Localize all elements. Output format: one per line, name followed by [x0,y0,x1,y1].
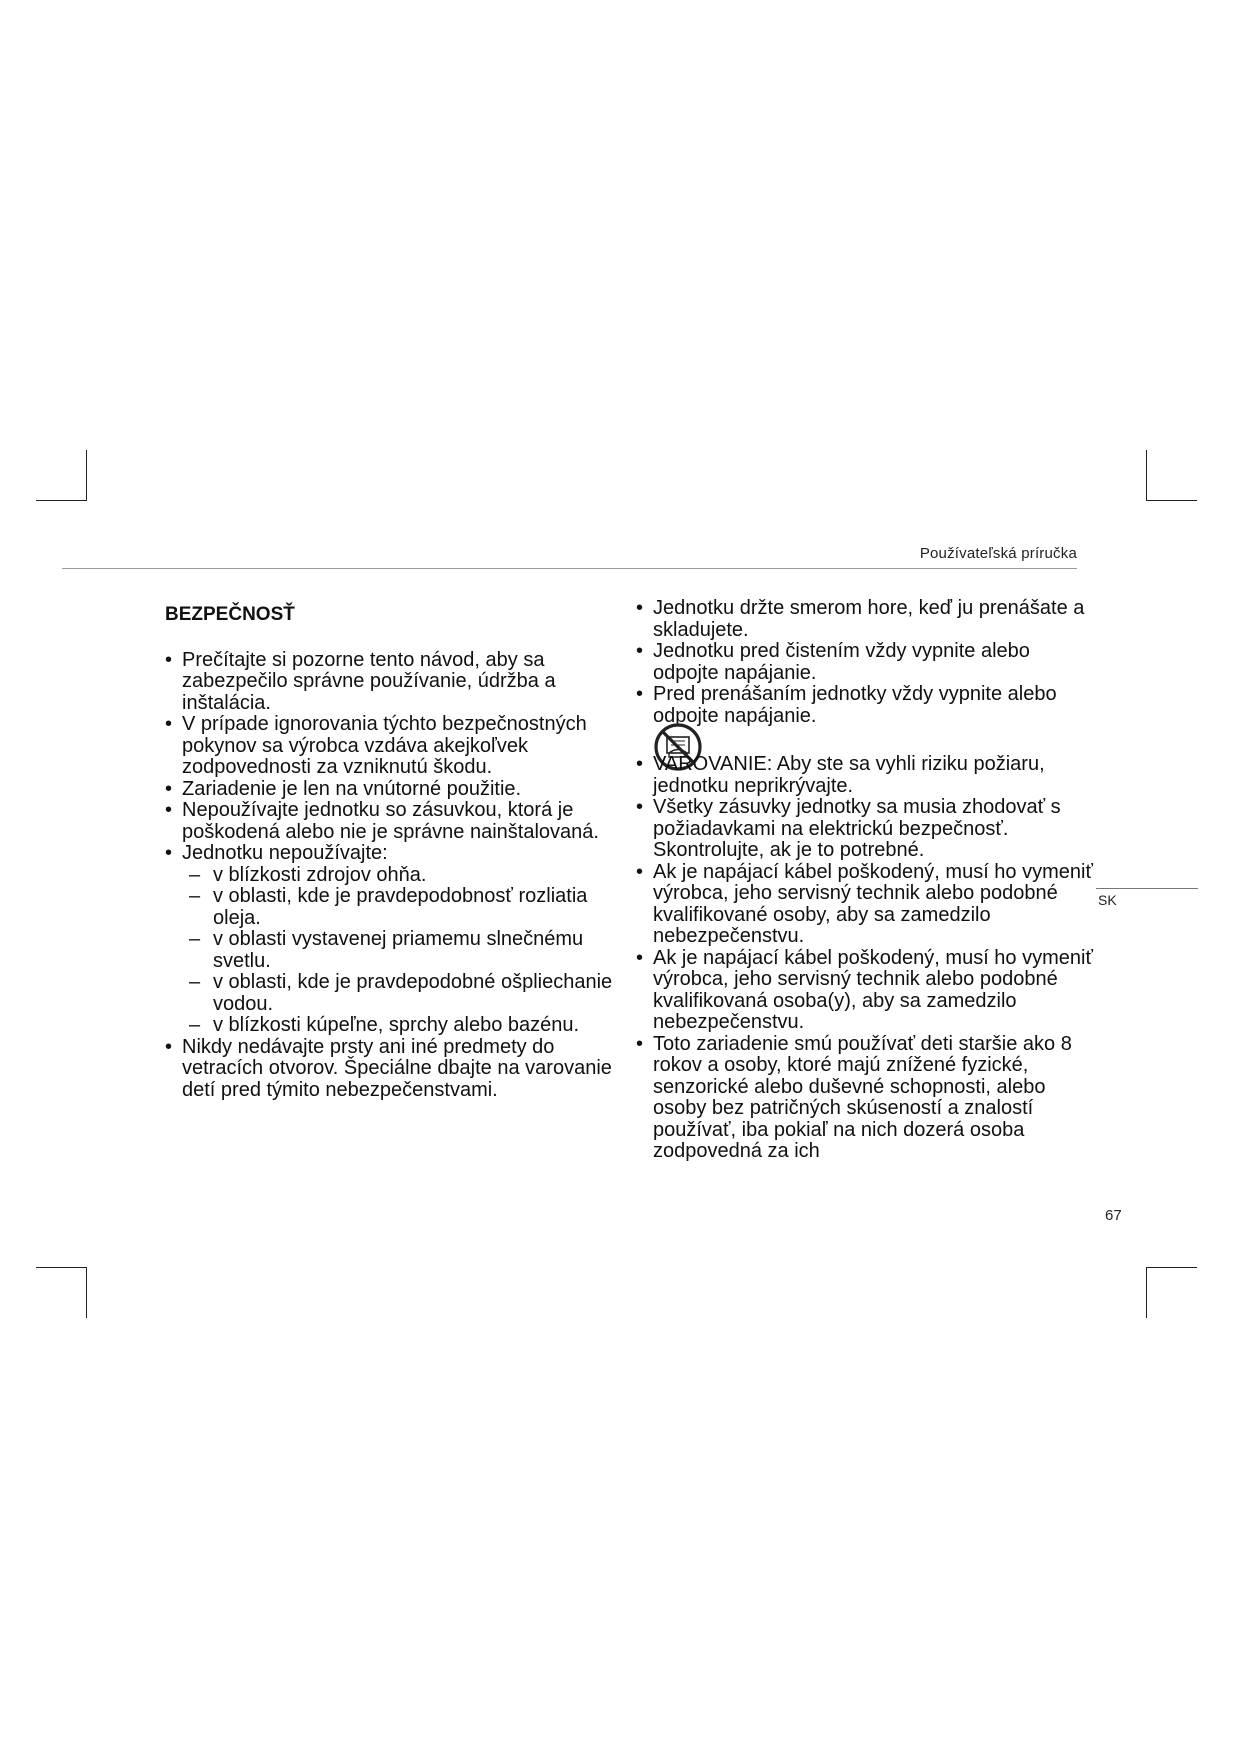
list-item: • Všetky zásuvky jednotky sa musia zhodovať s požiadavkami na elektrickú bezpečnosť. Skontrolujte, ak je to potrebné. [636,797,1096,862]
header-rule [62,568,1077,569]
section-title: BEZPEČNOSŤ [165,604,295,625]
crop-mark-tl-v [86,450,87,501]
list-item: • Ak je napájací kábel poškodený, musí ho vymeniť výrobca, jeho servisný technik alebo podobné kvalifikované osoby, aby sa zamedzilo nebezpečenstvu. [636,862,1096,948]
list-item: • Jednotku nepoužívajte: [165,843,625,865]
sub-list-item: – v oblasti vystavenej priamemu slnečnému svetlu. [165,929,625,972]
running-header: Používateľská príručka [919,545,1077,562]
list-item: • Ak je napájací kábel poškodený, musí ho vymeniť výrobca, jeho servisný technik alebo podobné kvalifikovaná osoba(y), aby sa zamedzilo nebezpečenstvu. [636,948,1096,1034]
left-column [165,598,625,1101]
list-item: • Jednotku držte smerom hore, keď ju prenášate a skladujete. [636,598,1096,641]
crop-mark-br-v [1146,1267,1147,1318]
list-item: • Nikdy nedávajte prsty ani iné predmety do vetracích otvorov. Špeciálne dbajte na varovanie detí pred týmito nebezpečenstvami. [165,1037,625,1102]
crop-mark-tr-h [1146,500,1197,501]
list-item: • Pred prenášaním jednotky vždy vypnite alebo odpojte napájanie. [636,684,1096,727]
warning-item: • VAROVANIE: Aby ste sa vyhli riziku požiaru, jednotku neprikrývajte. [636,754,1096,797]
sub-list-item: – v oblasti, kde je pravdepodobnosť rozliatia oleja. [165,886,625,929]
list-item: • Prečítajte si pozorne tento návod, aby sa zabezpečilo správne používanie, údržba a inštalácia. [165,650,625,715]
crop-mark-bl-h [36,1267,87,1268]
page-number: 67 [1105,1207,1122,1224]
crop-mark-br-h [1146,1267,1197,1268]
list-item: • Jednotku pred čistením vždy vypnite alebo odpojte napájanie. [636,641,1096,684]
list-item: • Toto zariadenie smú používať deti staršie ako 8 rokov a osoby, ktoré majú znížené fyzické, senzorické alebo duševné schopnosti, alebo osoby bez patričných skúseností a znalostí používať, iba pokiaľ na nich dozerá osoba zodpovedná za ich [636,1034,1096,1163]
sub-list-item: – v blízkosti kúpeľne, sprchy alebo bazénu. [165,1015,625,1037]
sub-list-item: – v oblasti, kde je pravdepodobné ošpliechanie vodou. [165,972,625,1015]
side-tab-rule [1096,888,1198,889]
crop-mark-bl-v [86,1267,87,1318]
crop-mark-tr-v [1146,450,1147,501]
right-column [636,598,1096,1163]
list-item: • V prípade ignorovania týchto bezpečnostných pokynov sa výrobca vzdáva akejkoľvek zodpovednosti za vzniknutú škodu. [165,714,625,779]
crop-mark-tl-h [36,500,87,501]
sub-list-item: – v blízkosti zdrojov ohňa. [165,865,625,887]
list-item: • Zariadenie je len na vnútorné použitie. [165,779,625,801]
list-item: • Nepoužívajte jednotku so zásuvkou, ktorá je poškodená alebo nie je správne nainštalovaná. [165,800,625,843]
language-tab: SK [1098,892,1117,908]
